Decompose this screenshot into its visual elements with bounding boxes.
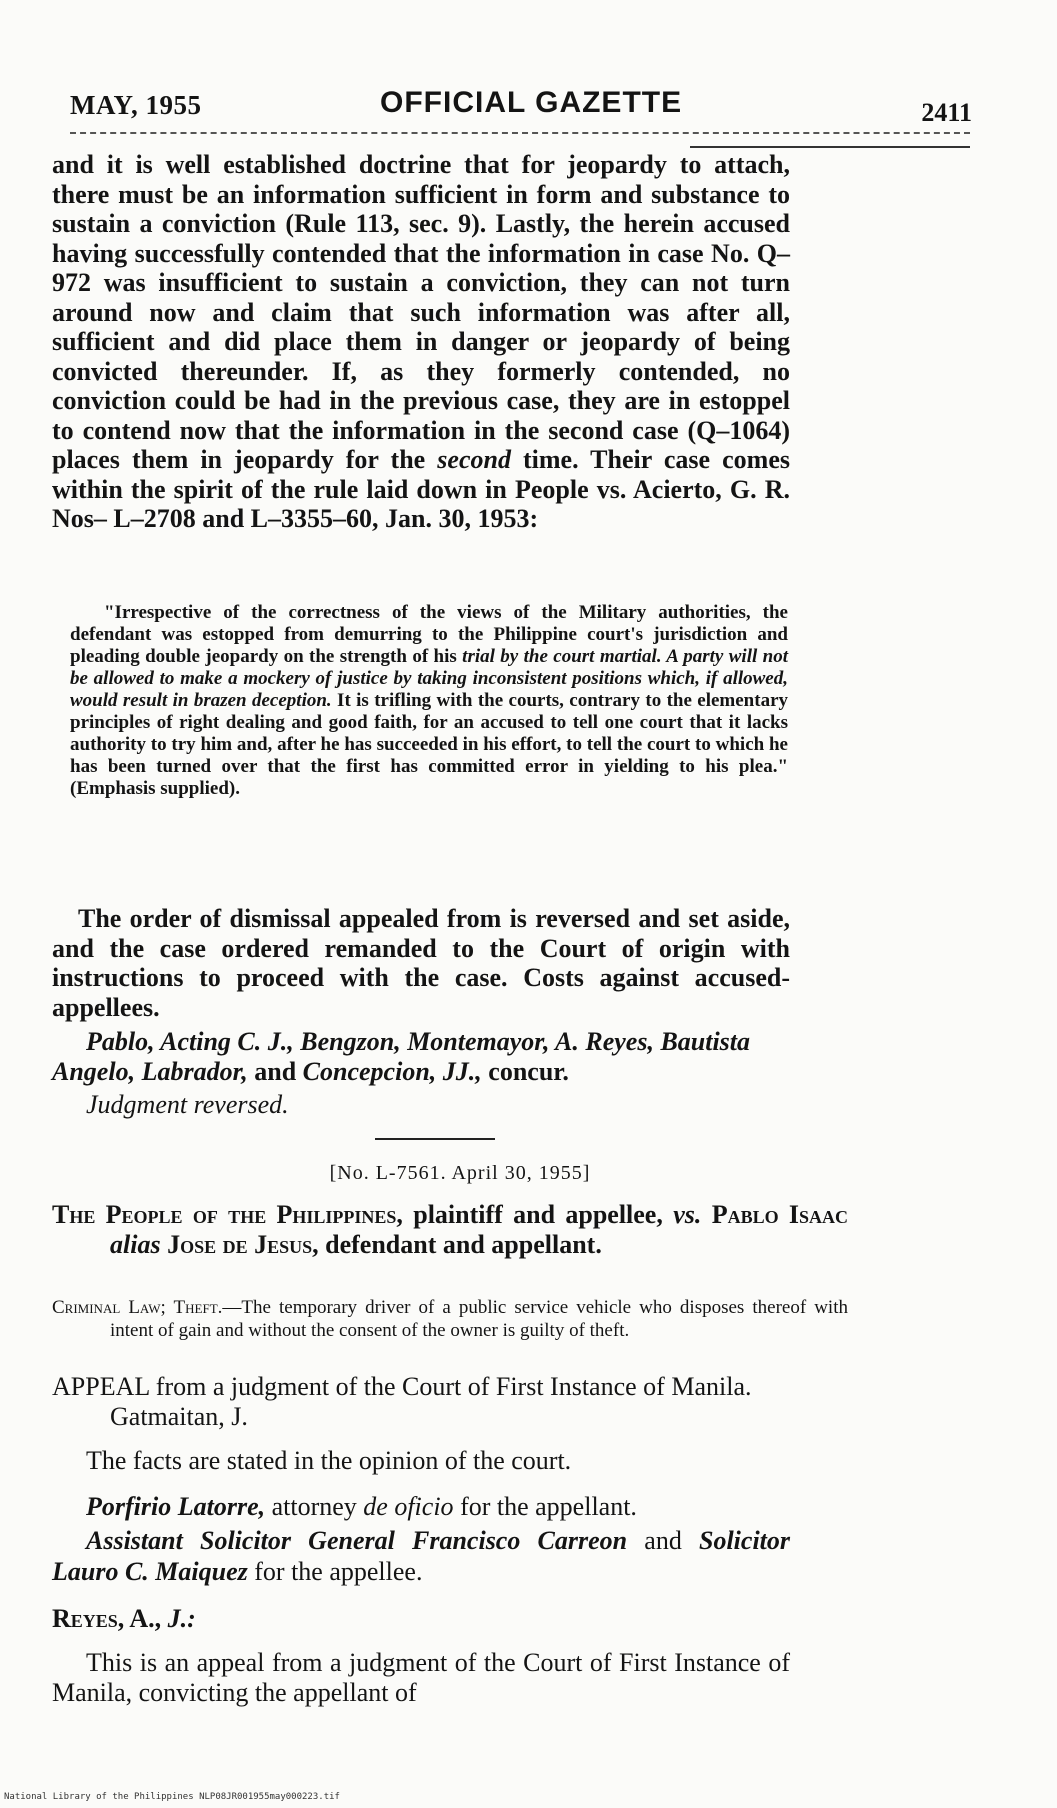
syllabus-topic: Criminal Law; Theft. [52,1297,223,1318]
concurrence: Pablo, Acting C. J., Bengzon, Montemayor, A. Reyes, Bautista Angelo, Labrador, and Concepcion, JJ., concur. [52,1027,751,1086]
section-separator [375,1138,495,1140]
judgment-note: Judgment reversed. [86,1090,289,1119]
case-parties: The People of the Philippines, plaintiff and appellee, vs. Pablo Isaac alias Jose de Jesus, defendant and appellant. [52,1200,849,1259]
scan-footer: National Library of the Philippines NLP08JR001955may000223.tif [4,1792,340,1802]
header-date: MAY, 1955 [70,90,202,120]
opinion-start: This is an appeal from a judgment of the Court of First Instance of Manila, convicting the appellant of [52,1648,790,1707]
ponente: Reyes, A., J.: [52,1604,196,1633]
header-title: OFFICIAL GAZETTE [380,86,683,119]
emphasis-second: second [437,445,511,474]
quote-emphasis: trial by the court martial. A party will not be allowed to make a mockery of justice by taking inconsistent positions which, if allowed, would result in brazen deception. [70,646,788,711]
appeal-line: APPEAL from a judgment of the Court of First Instance of Manila. Gatmaitan, J. [52,1372,752,1431]
concurring-justices: Pablo, Acting C. J., Bengzon, Montemayor, A. Reyes, Bautista Angelo, Labrador, [52,1027,751,1086]
counsel-appellant: Porfirio Latorre, attorney de oficio for the appellant. [86,1492,637,1521]
header-rule [70,132,970,134]
paragraph-disposition: The order of dismissal appealed from is reversed and set aside, and the case ordered remanded to the Court of origin with instructions to proceed with the case. Costs against accused-appellees. [52,904,790,1022]
page-number: 2411 [921,98,972,127]
facts-statement: The facts are stated in the opinion of the court. [86,1446,572,1475]
header-rule-solid [690,146,970,148]
page-header [70,86,972,130]
case-number: [No. L-7561. April 30, 1955] [329,1162,591,1184]
syllabus: Criminal Law; Theft.—The temporary driver of a public service vehicle who disposes thereof with intent of gain and without the consent of the owner is guilty of theft. [52,1297,848,1341]
paragraph-jeopardy: and it is well established doctrine that for jeopardy to attach, there must be an information sufficient in form and substance to sustain a conviction (Rule 113, sec. 9). Lastly, the herein accused having successfully contended that the information in case No. Q–972 was insufficient to sustain a conviction, they can not turn around now and claim that such information was after all, sufficient and did place them in danger or jeopardy of being convicted thereunder. If, as they formerly contended, no conviction could be had in the previous case, they are in estoppel to contend now that the information in the second case (Q–1064) places them in jeopardy for the second time. Their case comes within the spirit of the rule laid down in People vs. Acierto, G. R. Nos– L–2708 and L–3355–60, Jan. 30, 1953: [52,150,790,533]
block-quote: "Irrespective of the correctness of the views of the Military authorities, the defendant was estopped from demurring to the Philippine court's jurisdiction and pleading double jeopardy on the strength of his trial by the court martial. A party will not be allowed to make a mockery of justice by taking inconsistent positions which, if allowed, would result in brazen deception. It is trifling with the courts, contrary to the elementary principles of right dealing and good faith, for an accused to tell one court that it lacks authority to try him and, after he has succeeded in his effort, to tell the court to which he has been turned over that the first has committed error in yielding to his plea." (Emphasis supplied). [70,602,789,799]
counsel-appellee: Assistant Solicitor General Francisco Carreon and Solicitor Lauro C. Maiquez for the appellee. [52,1526,791,1586]
